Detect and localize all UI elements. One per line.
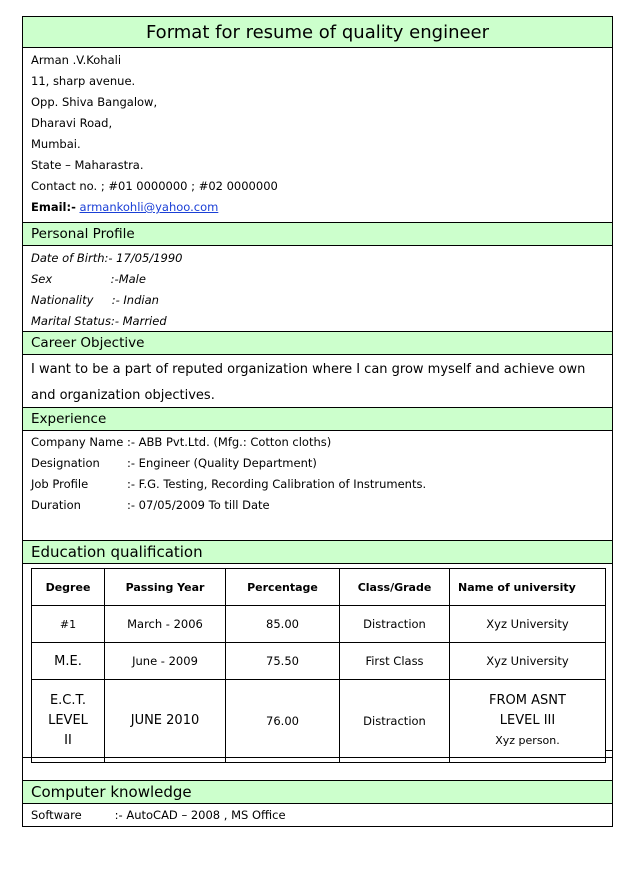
passing-year-cell: JUNE 2010 — [105, 680, 226, 763]
university-line: LEVEL III — [499, 713, 556, 728]
experience-row — [31, 453, 604, 474]
experience-value: :- ABB Pvt.Ltd. (Mfg.: Cotton cloths) — [127, 435, 332, 449]
column-header-university: Name of university — [450, 569, 606, 606]
personal-profile-block — [23, 246, 612, 332]
section-heading-career-objective: Career Objective — [23, 332, 612, 355]
experience-label: Job Profile — [31, 477, 89, 491]
sex-line: Sex :-Male — [31, 272, 146, 286]
grade-cell: Distraction — [340, 680, 450, 763]
table-row — [32, 643, 606, 680]
university-cell: Xyz University — [450, 606, 606, 643]
percentage-cell: 76.00 — [226, 680, 340, 763]
experience-row — [31, 495, 604, 516]
software-line — [23, 804, 612, 826]
dob-line: Date of Birth:- 17/05/1990 — [31, 251, 183, 265]
experience-row — [31, 432, 604, 453]
contact-address-line: Opp. Shiva Bangalow, — [31, 95, 158, 109]
experience-value: :- F.G. Testing, Recording Calibration of Instruments. — [127, 477, 427, 491]
university-cell: Xyz University — [450, 643, 606, 680]
degree-line: E.C.T. — [49, 693, 87, 708]
column-header-class-grade: Class/Grade — [340, 569, 450, 606]
degree-line: LEVEL — [48, 713, 88, 728]
education-table — [31, 568, 606, 763]
grade-cell: First Class — [340, 643, 450, 680]
contact-state: State – Maharastra. — [31, 158, 144, 172]
university-cell — [450, 680, 606, 763]
contact-name: Arman .V.Kohali — [31, 53, 122, 67]
passing-year-cell: March - 2006 — [105, 606, 226, 643]
email-link[interactable]: armankohli@yahoo.com — [79, 200, 219, 214]
experience-label: Company Name — [31, 435, 124, 449]
career-objective-text: I want to be a part of reputed organization where I can grow myself and achieve own and organization objectives. — [23, 355, 612, 408]
marital-status-line: Marital Status:- Married — [31, 314, 167, 328]
nationality-line: Nationality :- Indian — [31, 293, 159, 307]
experience-value: :- Engineer (Quality Department) — [127, 456, 317, 470]
column-header-percentage: Percentage — [226, 569, 340, 606]
contact-email-line — [31, 197, 604, 218]
experience-value: :- 07/05/2009 To till Date — [127, 498, 270, 512]
document-title: Format for resume of quality engineer — [23, 17, 612, 48]
university-line: FROM ASNT — [489, 693, 566, 708]
contact-address-line: Dharavi Road, — [31, 116, 113, 130]
university-sub: Xyz person. — [495, 734, 560, 747]
contact-city: Mumbai. — [31, 137, 81, 151]
percentage-cell: 75.50 — [226, 643, 340, 680]
contact-address-line: 11, sharp avenue. — [31, 74, 136, 88]
table-row — [32, 680, 606, 763]
experience-row — [31, 474, 604, 495]
section-heading-education: Education qualification — [23, 541, 612, 564]
percentage-cell: 85.00 — [226, 606, 340, 643]
contact-block — [23, 48, 612, 223]
section-heading-experience: Experience — [23, 408, 612, 431]
experience-block — [23, 431, 612, 541]
degree-cell — [32, 680, 105, 763]
experience-label: Duration — [31, 498, 81, 512]
software-label: Software — [31, 808, 82, 822]
degree-cell: M.E. — [32, 643, 105, 680]
column-header-degree: Degree — [32, 569, 105, 606]
education-block — [23, 564, 612, 758]
resume-document — [22, 16, 613, 827]
degree-cell: #1 — [32, 606, 105, 643]
degree-line: II — [64, 733, 72, 748]
grade-cell: Distraction — [340, 606, 450, 643]
email-label: Email:- — [31, 200, 76, 214]
contact-phone: Contact no. ; #01 0000000 ; #02 0000000 — [31, 179, 278, 193]
section-heading-computer-knowledge: Computer knowledge — [23, 781, 612, 804]
section-heading-personal-profile: Personal Profile — [23, 223, 612, 246]
column-header-passing-year: Passing Year — [105, 569, 226, 606]
software-value: :- AutoCAD – 2008 , MS Office — [114, 808, 286, 822]
education-header-row — [32, 569, 606, 606]
table-resize-handle — [605, 750, 612, 757]
passing-year-cell: June - 2009 — [105, 643, 226, 680]
experience-label: Designation — [31, 456, 100, 470]
table-row — [32, 606, 606, 643]
